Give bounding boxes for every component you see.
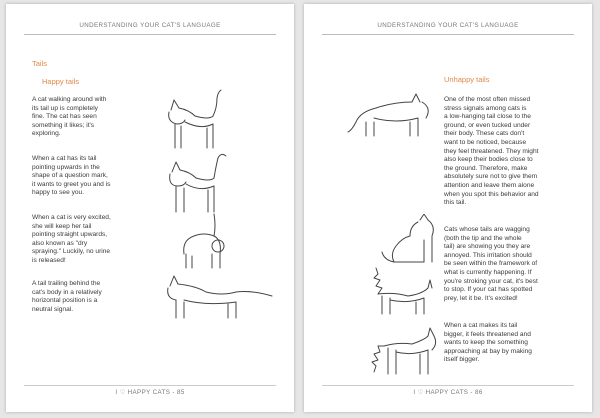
cat-tail-up-illustration (161, 88, 231, 154)
cat-wagging-tail-illustration (380, 214, 440, 268)
cat-horizontal-tail-illustration (166, 272, 276, 322)
cat-question-mark-tail-illustration (166, 152, 234, 218)
subheading: Happy tails (42, 77, 80, 86)
paragraph-dry-spraying: When a cat is very excited, she will keep her tail pointing straight upwards, also known as "dry spraying." Luckily, no urine is released! (32, 214, 111, 264)
page-number-footer: I ♡ HAPPY CATS - 85 (115, 389, 185, 396)
header-divider (24, 34, 276, 35)
footer-divider (24, 385, 276, 386)
right-page (304, 4, 592, 412)
section-heading: Tails (32, 59, 48, 68)
cat-low-tail-illustration (346, 92, 436, 140)
paragraph-tail-up: A cat walking around with its tail up is completely fine. The cat has seen something it likes; it's exploring. (32, 96, 107, 138)
paragraph-low-tail: One of the most often missed stress signals among cats is a low-hanging tail close to the ground, or even tucked under their body. These cats don't want to be noticed, because they feel threatened. They might also keep their bodies close to the ground. Therefore, make absolutely sure not to give them attention and leave them alone when you spot this behavior and this tail. (444, 96, 539, 207)
cat-puffed-up-illustration (368, 322, 440, 378)
paragraph-big-tail: When a cat makes its tail bigger, it feels threatened and wants to keep the something approaching at bay by making itself bigger. (444, 322, 532, 364)
subheading: Unhappy tails (444, 75, 490, 84)
paragraph-question-mark-tail: When a cat has its tail pointing upwards in the shape of a question mark, it wants to greet you and is happy to see you. (32, 155, 111, 197)
page-number-footer: I ♡ HAPPY CATS - 86 (413, 389, 483, 396)
cat-straight-up-tail-illustration (174, 210, 234, 272)
paragraph-wagging-tail: Cats whose tails are wagging (both the tip and the whole tail) are showing you they are annoyed. This irritation should be seen within the framework of what is currently happening. If you're stroking your cat, it's best to stop. If your cat has spotted prey, let it be. It's excited! (444, 226, 538, 302)
cat-bristled-tail-standing-illustration (364, 266, 434, 316)
left-page (6, 4, 294, 412)
footer-divider (322, 385, 574, 386)
paragraph-horizontal-tail: A tail trailing behind the cat's body in a relatively horizontal position is a neutral signal. (32, 280, 102, 313)
running-head: UNDERSTANDING YOUR CAT'S LANGUAGE (377, 22, 519, 29)
header-divider (322, 34, 574, 35)
running-head: UNDERSTANDING YOUR CAT'S LANGUAGE (79, 22, 221, 29)
